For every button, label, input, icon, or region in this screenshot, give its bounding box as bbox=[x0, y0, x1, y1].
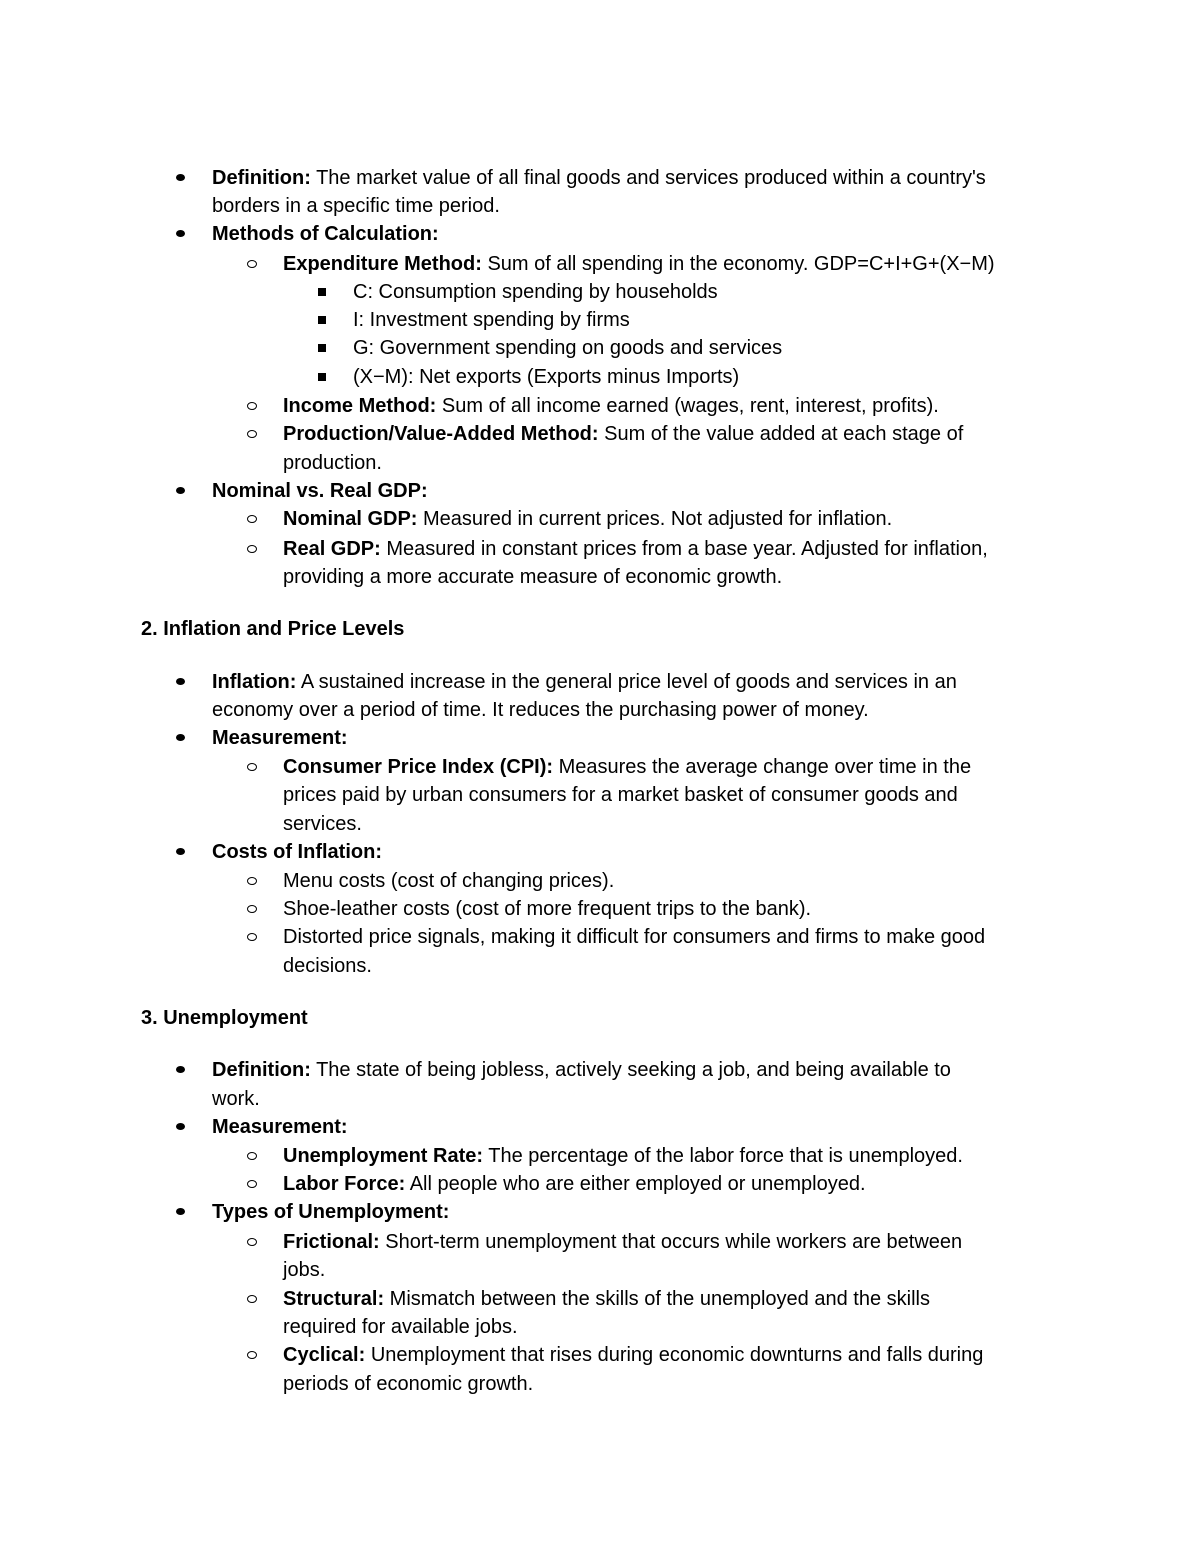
term-label: Frictional: bbox=[283, 1231, 380, 1253]
list-item bbox=[212, 1113, 348, 1142]
bullet-circle-icon bbox=[247, 1285, 257, 1314]
list-item bbox=[283, 1142, 963, 1171]
term-label: Methods of Calculation: bbox=[212, 223, 439, 245]
bullet-circle-icon bbox=[247, 753, 257, 782]
term-text: Short-term unemployment that occurs while workers are between bbox=[379, 1231, 963, 1253]
bullet-circle-icon bbox=[247, 392, 257, 421]
term-label: Consumer Price Index (CPI): bbox=[283, 756, 554, 778]
term-text: Mismatch between the skills of the unemployed and the skills bbox=[384, 1288, 930, 1310]
list-item bbox=[283, 753, 971, 782]
list-item-continuation: jobs. bbox=[283, 1259, 326, 1281]
component-text: G: Government spending on goods and services bbox=[353, 337, 783, 359]
term-text: The state of being jobless, actively seeking a job, and being available to bbox=[310, 1059, 951, 1081]
list-item bbox=[283, 1341, 983, 1370]
bullet-circle-icon bbox=[247, 1170, 257, 1199]
bullet-dot-icon bbox=[176, 164, 185, 193]
term-label: Expenditure Method: bbox=[283, 253, 482, 275]
term-text: Sum of all spending in the economy. GDP=C+I+G+(X−M) bbox=[481, 253, 995, 275]
term-text: A sustained increase in the general price level of goods and services in an bbox=[296, 671, 957, 693]
term-text: Sum of the value added at each stage of bbox=[598, 423, 964, 445]
term-label: Income Method: bbox=[283, 395, 437, 417]
list-item bbox=[283, 250, 995, 279]
section-heading: 2. Inflation and Price Levels bbox=[141, 618, 405, 640]
term-label: Nominal GDP: bbox=[283, 508, 418, 530]
term-text: Shoe-leather costs (cost of more frequent trips to the bank). bbox=[283, 898, 812, 920]
term-text: The market value of all final goods and services produced within a country's bbox=[310, 167, 986, 189]
term-label: Nominal vs. Real GDP: bbox=[212, 480, 428, 502]
bullet-circle-icon bbox=[247, 1228, 257, 1257]
list-item-continuation: prices paid by urban consumers for a market basket of consumer goods and bbox=[283, 784, 958, 806]
list-item-continuation: required for available jobs. bbox=[283, 1316, 518, 1338]
bullet-circle-icon bbox=[247, 895, 257, 924]
list-item-continuation: periods of economic growth. bbox=[283, 1373, 534, 1395]
list-item-continuation: borders in a specific time period. bbox=[212, 195, 500, 217]
list-item bbox=[353, 334, 782, 363]
list-item bbox=[212, 1198, 449, 1227]
list-item-continuation: production. bbox=[283, 452, 382, 474]
term-label: Measurement: bbox=[212, 727, 348, 749]
bullet-circle-icon bbox=[247, 923, 257, 952]
bullet-square-icon bbox=[318, 363, 326, 392]
bullet-circle-icon bbox=[247, 250, 257, 279]
bullet-dot-icon bbox=[176, 220, 185, 249]
term-text: Distorted price signals, making it difficult for consumers and firms to make good bbox=[283, 926, 986, 948]
list-item bbox=[353, 306, 630, 335]
term-text: Measured in current prices. Not adjusted for inflation. bbox=[417, 508, 893, 530]
bullet-square-icon bbox=[318, 334, 326, 363]
list-item bbox=[283, 867, 614, 896]
list-item bbox=[212, 838, 382, 867]
bullet-circle-icon bbox=[247, 867, 257, 896]
bullet-square-icon bbox=[318, 278, 326, 307]
bullet-circle-icon bbox=[247, 1142, 257, 1171]
term-label: Definition: bbox=[212, 167, 311, 189]
list-item bbox=[283, 923, 985, 952]
list-item bbox=[212, 477, 428, 506]
bullet-dot-icon bbox=[176, 1056, 185, 1085]
bullet-circle-icon bbox=[247, 535, 257, 564]
section-heading: 3. Unemployment bbox=[141, 1007, 308, 1029]
term-text: Unemployment that rises during economic downturns and falls during bbox=[365, 1344, 984, 1366]
list-item bbox=[283, 1285, 930, 1314]
term-label: Cyclical: bbox=[283, 1344, 366, 1366]
term-text: Sum of all income earned (wages, rent, interest, profits). bbox=[436, 395, 939, 417]
bullet-circle-icon bbox=[247, 1341, 257, 1370]
list-item-continuation: work. bbox=[212, 1088, 260, 1110]
bullet-dot-icon bbox=[176, 1113, 185, 1142]
bullet-dot-icon bbox=[176, 838, 185, 867]
component-text: I: Investment spending by firms bbox=[353, 309, 630, 331]
term-label: Measurement: bbox=[212, 1116, 348, 1138]
list-item-continuation: providing a more accurate measure of economic growth. bbox=[283, 566, 783, 588]
bullet-circle-icon bbox=[247, 505, 257, 534]
term-text: All people who are either employed or unemployed. bbox=[405, 1173, 866, 1195]
term-label: Structural: bbox=[283, 1288, 385, 1310]
component-text: C: Consumption spending by households bbox=[353, 281, 718, 303]
term-label: Costs of Inflation: bbox=[212, 841, 382, 863]
list-item bbox=[283, 895, 811, 924]
list-item bbox=[283, 392, 939, 421]
bullet-circle-icon bbox=[247, 420, 257, 449]
term-text: Menu costs (cost of changing prices). bbox=[283, 870, 615, 892]
list-item bbox=[212, 668, 957, 697]
list-item bbox=[283, 505, 892, 534]
list-item bbox=[283, 535, 988, 564]
list-item bbox=[283, 420, 963, 449]
term-text: Measured in constant prices from a base year. Adjusted for inflation, bbox=[380, 538, 988, 560]
list-item-continuation: decisions. bbox=[283, 955, 372, 977]
bullet-dot-icon bbox=[176, 477, 185, 506]
list-item-continuation: services. bbox=[283, 813, 362, 835]
component-text: (X−M): Net exports (Exports minus Imports) bbox=[353, 366, 740, 388]
term-label: Labor Force: bbox=[283, 1173, 406, 1195]
term-label: Definition: bbox=[212, 1059, 311, 1081]
bullet-dot-icon bbox=[176, 724, 185, 753]
term-label: Production/Value-Added Method: bbox=[283, 423, 599, 445]
list-item bbox=[212, 164, 986, 193]
list-item bbox=[212, 724, 348, 753]
term-label: Real GDP: bbox=[283, 538, 381, 560]
term-label: Types of Unemployment: bbox=[212, 1201, 450, 1223]
list-item bbox=[283, 1228, 962, 1257]
bullet-dot-icon bbox=[176, 1198, 185, 1227]
list-item bbox=[212, 220, 439, 249]
bullet-square-icon bbox=[318, 306, 326, 335]
term-label: Unemployment Rate: bbox=[283, 1145, 484, 1167]
term-label: Inflation: bbox=[212, 671, 297, 693]
bullet-dot-icon bbox=[176, 668, 185, 697]
list-item bbox=[353, 278, 718, 307]
list-item bbox=[353, 363, 739, 392]
list-item bbox=[212, 1056, 951, 1085]
term-text: Measures the average change over time in the bbox=[553, 756, 972, 778]
list-item-continuation: economy over a period of time. It reduces the purchasing power of money. bbox=[212, 699, 869, 721]
term-text: The percentage of the labor force that is unemployed. bbox=[483, 1145, 963, 1167]
list-item bbox=[283, 1170, 866, 1199]
